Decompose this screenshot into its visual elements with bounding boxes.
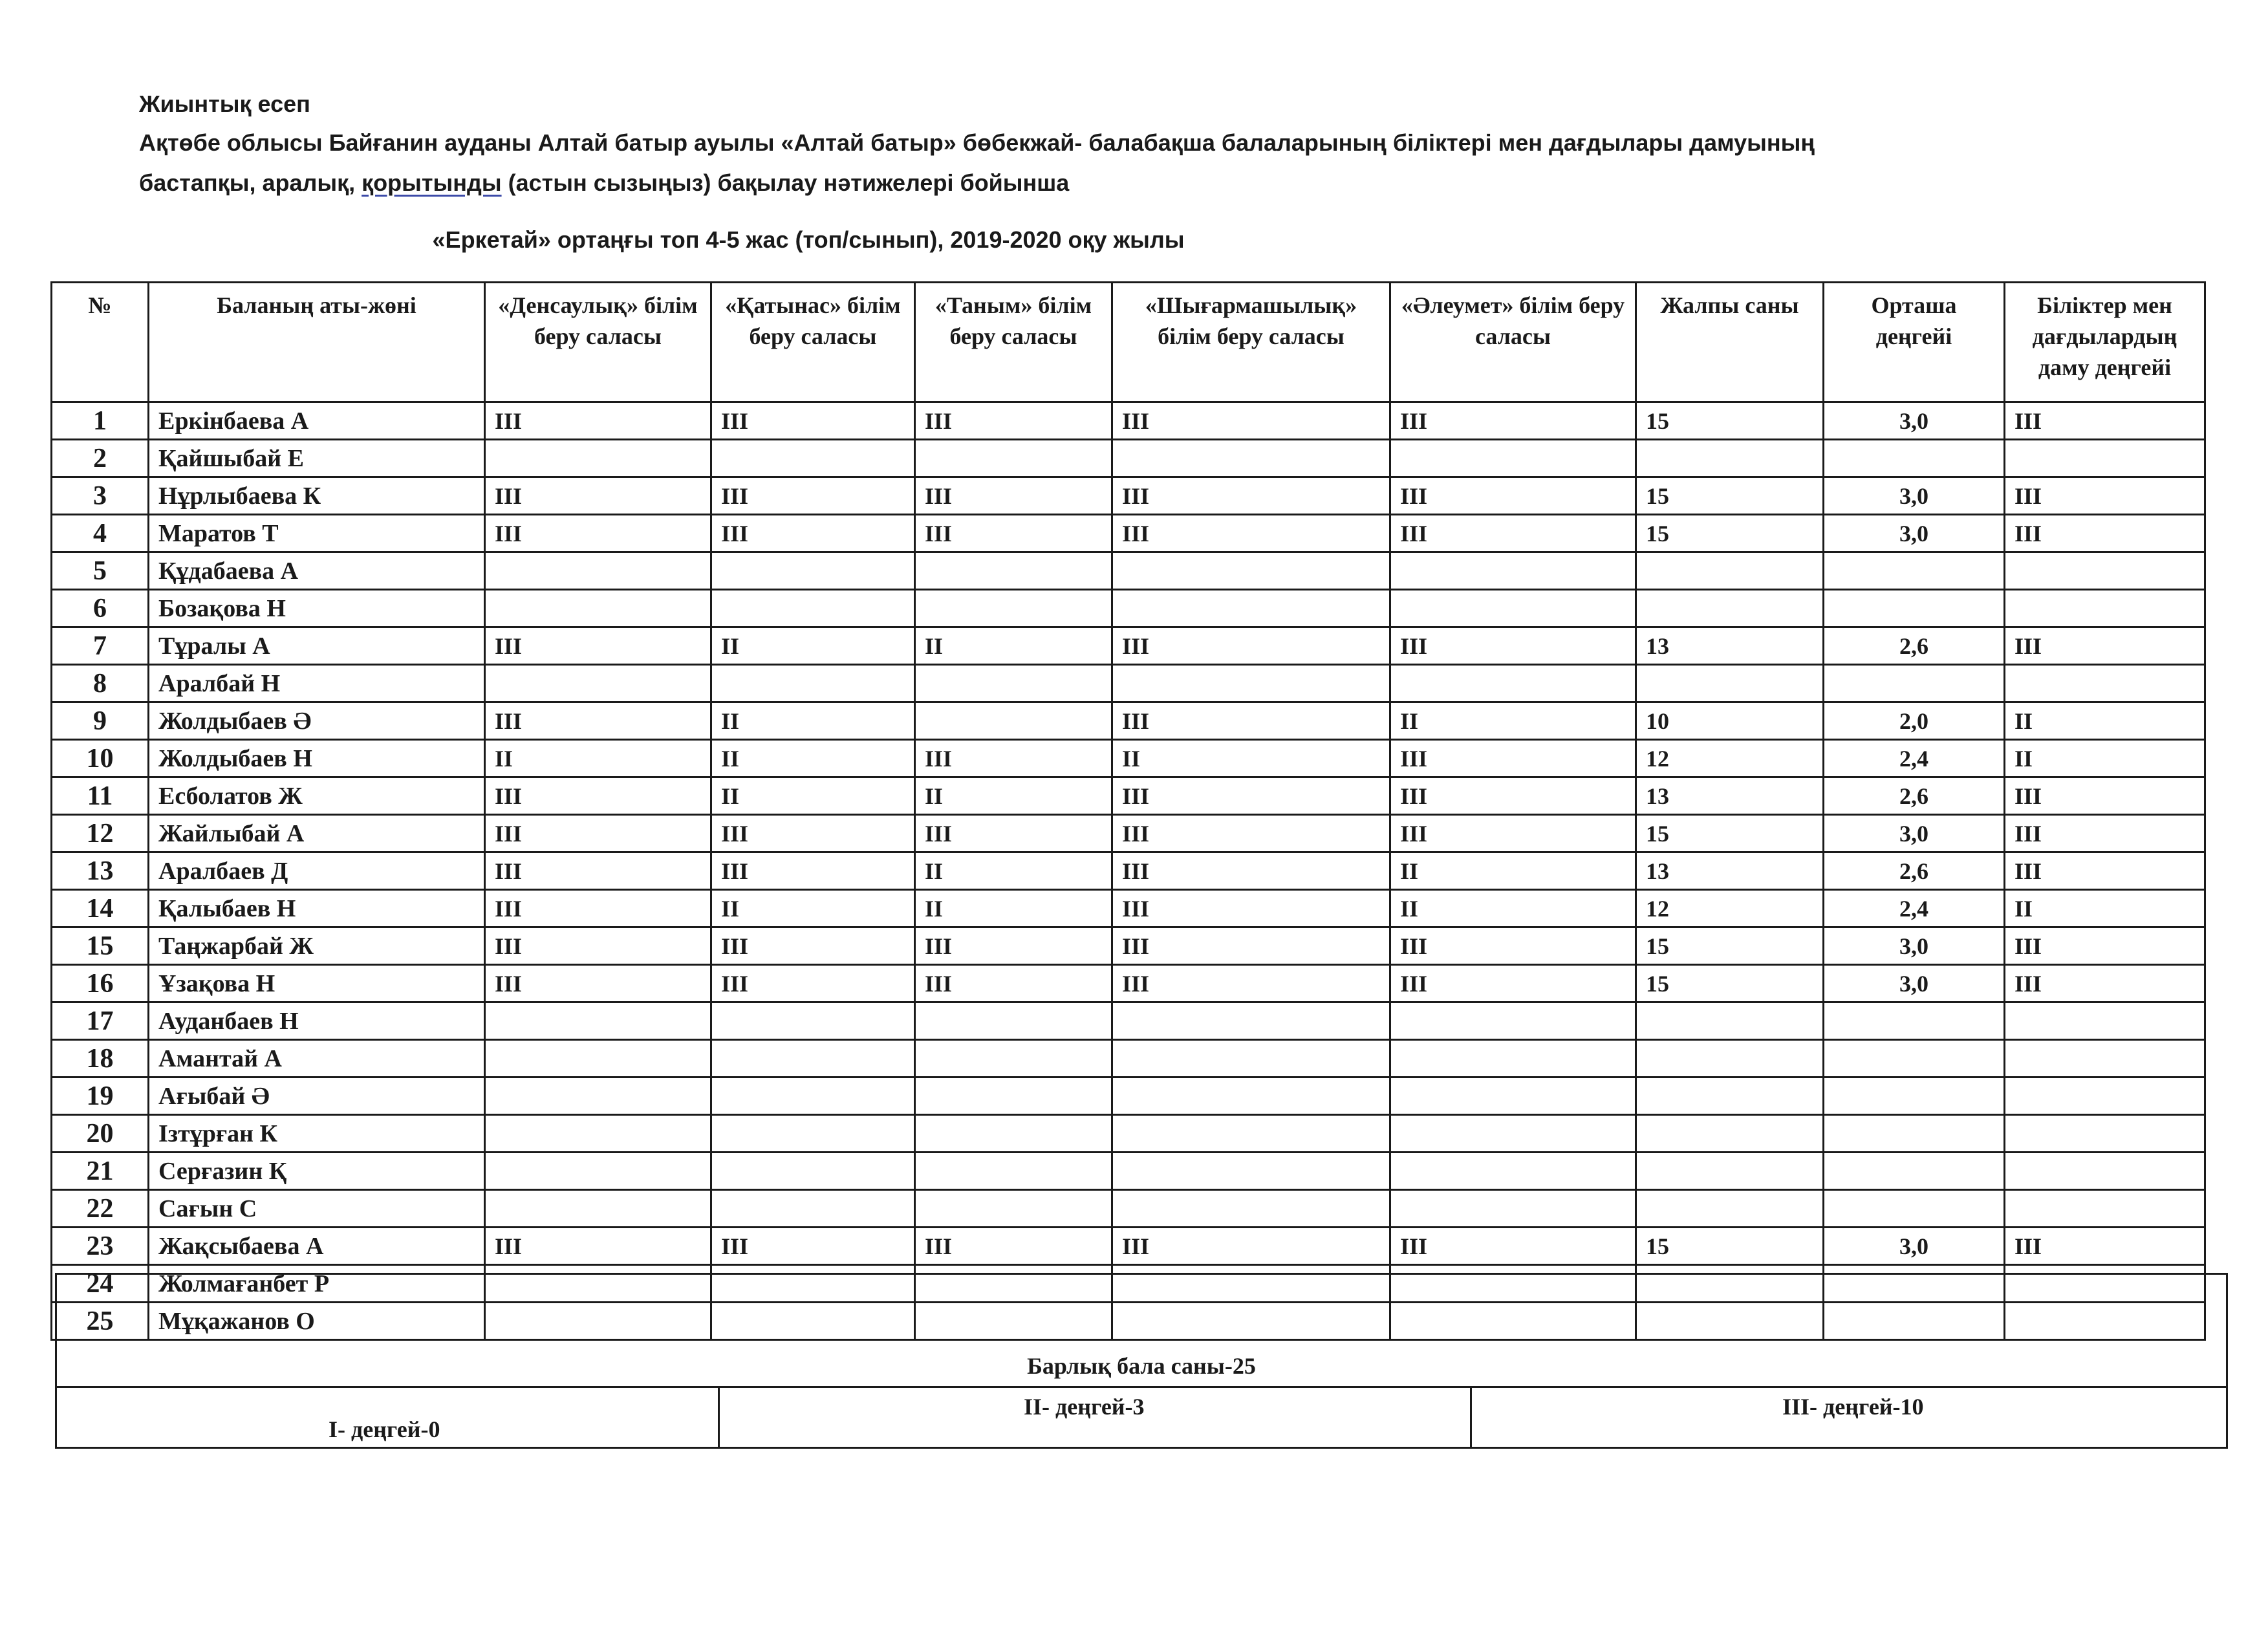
social-level-cell: ІІІ	[1390, 402, 1636, 440]
column-header: №	[52, 283, 149, 402]
development-level-cell	[2005, 552, 2205, 590]
communication-level-cell: ІІІ	[711, 852, 915, 890]
communication-level-cell: ІІ	[711, 740, 915, 777]
cognition-level-cell: ІІ	[915, 890, 1112, 927]
summary-box	[55, 1273, 2228, 1449]
social-level-cell	[1390, 1002, 1636, 1040]
creativity-level-cell	[1112, 1190, 1390, 1228]
creativity-level-cell: ІІІ	[1112, 402, 1390, 440]
average-level-cell: 3,0	[1824, 927, 2005, 965]
social-level-cell: ІІІ	[1390, 740, 1636, 777]
health-level-cell: ІІІ	[485, 890, 711, 927]
cognition-level-cell: ІІ	[915, 627, 1112, 665]
child-name-cell: Мұқажанов О	[149, 1303, 485, 1340]
selected-control-type: қорытынды	[362, 169, 502, 196]
child-name-cell: Жолмағанбет Р	[149, 1265, 485, 1303]
row-number-cell: 25	[52, 1303, 149, 1340]
communication-level-cell	[711, 440, 915, 477]
social-level-cell	[1390, 1153, 1636, 1190]
social-level-cell: ІІІ	[1390, 477, 1636, 515]
total-score-cell	[1636, 1153, 1824, 1190]
column-header: «Қатынас» білім беру саласы	[711, 283, 915, 402]
cognition-level-cell: ІІІ	[915, 740, 1112, 777]
cognition-level-cell	[915, 702, 1112, 740]
control-type-note: (астын сызыңыз) бақылау нәтижелері бойынша	[501, 169, 1070, 196]
creativity-level-cell	[1112, 440, 1390, 477]
level-1-count: І- деңгей-0	[329, 1416, 440, 1442]
health-level-cell	[485, 1190, 711, 1228]
row-number-cell: 11	[52, 777, 149, 815]
row-number-cell: 12	[52, 815, 149, 852]
child-name-cell: Ауданбаев Н	[149, 1002, 485, 1040]
column-header: «Денсаулық» білім беру саласы	[485, 283, 711, 402]
cognition-level-cell: ІІІ	[915, 402, 1112, 440]
child-name-cell: Жақсыбаева А	[149, 1228, 485, 1265]
health-level-cell: ІІІ	[485, 852, 711, 890]
child-name-cell: Есболатов Ж	[149, 777, 485, 815]
table-row	[52, 515, 2205, 552]
child-name-cell: Ағыбай Ә	[149, 1077, 485, 1115]
child-name-cell: Сағын С	[149, 1190, 485, 1228]
total-score-cell: 13	[1636, 627, 1824, 665]
development-level-cell: ІІІ	[2005, 1228, 2205, 1265]
creativity-level-cell	[1112, 1077, 1390, 1115]
development-level-cell: ІІІ	[2005, 477, 2205, 515]
average-level-cell	[1824, 590, 2005, 627]
child-name-cell: Серғазин Қ	[149, 1153, 485, 1190]
communication-level-cell: ІІІ	[711, 477, 915, 515]
creativity-level-cell: ІІІ	[1112, 852, 1390, 890]
column-header: Жалпы саны	[1636, 283, 1824, 402]
results-table	[50, 281, 2206, 1341]
health-level-cell	[485, 665, 711, 702]
health-level-cell	[485, 552, 711, 590]
health-level-cell: ІІІ	[485, 627, 711, 665]
row-number-cell: 10	[52, 740, 149, 777]
group-line: «Еркетай» ортаңғы топ 4-5 жас (топ/сынып), 2019-2020 оқу жылы	[432, 226, 1185, 253]
total-score-cell: 15	[1636, 515, 1824, 552]
report-heading-line-3	[139, 169, 1069, 197]
cognition-level-cell: ІІ	[915, 777, 1112, 815]
total-score-cell	[1636, 440, 1824, 477]
creativity-level-cell	[1112, 665, 1390, 702]
health-level-cell: ІІІ	[485, 1228, 711, 1265]
table-row	[52, 927, 2205, 965]
total-score-cell: 12	[1636, 890, 1824, 927]
child-name-cell: Таңжарбай Ж	[149, 927, 485, 965]
level-2-cell	[718, 1388, 1470, 1447]
social-level-cell: ІІІ	[1390, 627, 1636, 665]
column-header: Біліктер мен дағдылардың даму деңгейі	[2005, 283, 2205, 402]
cognition-level-cell	[915, 1153, 1112, 1190]
average-level-cell: 2,0	[1824, 702, 2005, 740]
total-score-cell	[1636, 1115, 1824, 1153]
communication-level-cell: ІІ	[711, 702, 915, 740]
table-row	[52, 402, 2205, 440]
row-number-cell: 16	[52, 965, 149, 1002]
row-number-cell: 13	[52, 852, 149, 890]
cognition-level-cell	[915, 1077, 1112, 1115]
social-level-cell	[1390, 1115, 1636, 1153]
cognition-level-cell	[915, 552, 1112, 590]
health-level-cell	[485, 1040, 711, 1077]
column-header: «Шығармашылық» білім беру саласы	[1112, 283, 1390, 402]
social-level-cell: ІІІ	[1390, 927, 1636, 965]
total-score-cell: 10	[1636, 702, 1824, 740]
creativity-level-cell	[1112, 1002, 1390, 1040]
creativity-level-cell: ІІІ	[1112, 1228, 1390, 1265]
social-level-cell	[1390, 1040, 1636, 1077]
social-level-cell: ІІІ	[1390, 777, 1636, 815]
development-level-cell: ІІ	[2005, 702, 2205, 740]
child-name-cell: Аралбай Н	[149, 665, 485, 702]
health-level-cell	[485, 1153, 711, 1190]
child-name-cell: Маратов Т	[149, 515, 485, 552]
control-type-text: бастапқы, аралық,	[139, 169, 362, 196]
row-number-cell: 20	[52, 1115, 149, 1153]
health-level-cell: ІІІ	[485, 927, 711, 965]
table-row	[52, 1190, 2205, 1228]
table-row	[52, 665, 2205, 702]
table-row	[52, 1115, 2205, 1153]
child-name-cell: Нұрлыбаева К	[149, 477, 485, 515]
average-level-cell: 3,0	[1824, 402, 2005, 440]
social-level-cell: ІІ	[1390, 890, 1636, 927]
communication-level-cell	[711, 1115, 915, 1153]
child-name-cell: Жолдыбаев Н	[149, 740, 485, 777]
row-number-cell: 8	[52, 665, 149, 702]
cognition-level-cell: ІІІ	[915, 965, 1112, 1002]
row-number-cell: 5	[52, 552, 149, 590]
total-score-cell: 15	[1636, 477, 1824, 515]
creativity-level-cell	[1112, 590, 1390, 627]
total-score-cell: 15	[1636, 815, 1824, 852]
social-level-cell: ІІ	[1390, 852, 1636, 890]
row-number-cell: 24	[52, 1265, 149, 1303]
child-name-cell: Қалыбаев Н	[149, 890, 485, 927]
average-level-cell	[1824, 1077, 2005, 1115]
row-number-cell: 21	[52, 1153, 149, 1190]
development-level-cell: ІІІ	[2005, 627, 2205, 665]
table-row	[52, 440, 2205, 477]
average-level-cell: 2,6	[1824, 777, 2005, 815]
average-level-cell	[1824, 1153, 2005, 1190]
table-row	[52, 477, 2205, 515]
health-level-cell: ІІІ	[485, 402, 711, 440]
child-name-cell: Аралбаев Д	[149, 852, 485, 890]
communication-level-cell: ІІІ	[711, 965, 915, 1002]
row-number-cell: 7	[52, 627, 149, 665]
total-score-cell	[1636, 590, 1824, 627]
total-score-cell: 15	[1636, 1228, 1824, 1265]
cognition-level-cell: ІІІ	[915, 477, 1112, 515]
creativity-level-cell: ІІІ	[1112, 627, 1390, 665]
development-level-cell: ІІІ	[2005, 402, 2205, 440]
health-level-cell	[485, 440, 711, 477]
child-name-cell: Жолдыбаев Ә	[149, 702, 485, 740]
creativity-level-cell: ІІ	[1112, 740, 1390, 777]
creativity-level-cell: ІІІ	[1112, 965, 1390, 1002]
table-row	[52, 852, 2205, 890]
social-level-cell	[1390, 1077, 1636, 1115]
communication-level-cell: ІІ	[711, 627, 915, 665]
level-3-count: ІІІ- деңгей-10	[1782, 1394, 1924, 1420]
row-number-cell: 19	[52, 1077, 149, 1115]
development-level-cell	[2005, 665, 2205, 702]
total-children: Барлық бала саны-25	[1027, 1353, 1256, 1379]
average-level-cell: 2,4	[1824, 890, 2005, 927]
communication-level-cell	[711, 1153, 915, 1190]
row-number-cell: 22	[52, 1190, 149, 1228]
health-level-cell: ІІ	[485, 740, 711, 777]
creativity-level-cell: ІІІ	[1112, 815, 1390, 852]
total-score-cell: 12	[1636, 740, 1824, 777]
total-score-cell	[1636, 552, 1824, 590]
row-number-cell: 23	[52, 1228, 149, 1265]
development-level-cell	[2005, 440, 2205, 477]
cognition-level-cell	[915, 1190, 1112, 1228]
communication-level-cell: ІІІ	[711, 402, 915, 440]
average-level-cell	[1824, 552, 2005, 590]
creativity-level-cell: ІІІ	[1112, 927, 1390, 965]
health-level-cell: ІІІ	[485, 477, 711, 515]
table-row	[52, 1077, 2205, 1115]
total-score-cell: 13	[1636, 852, 1824, 890]
social-level-cell	[1390, 590, 1636, 627]
development-level-cell	[2005, 1115, 2205, 1153]
average-level-cell: 2,4	[1824, 740, 2005, 777]
average-level-cell: 3,0	[1824, 477, 2005, 515]
health-level-cell: ІІІ	[485, 702, 711, 740]
health-level-cell	[485, 1115, 711, 1153]
table-body	[52, 402, 2205, 1340]
cognition-level-cell	[915, 440, 1112, 477]
table-row	[52, 1002, 2205, 1040]
row-number-cell: 2	[52, 440, 149, 477]
communication-level-cell: ІІІ	[711, 815, 915, 852]
level-3-cell	[1470, 1388, 2226, 1447]
health-level-cell	[485, 1077, 711, 1115]
health-level-cell	[485, 590, 711, 627]
development-level-cell: ІІІ	[2005, 927, 2205, 965]
development-level-cell	[2005, 1002, 2205, 1040]
row-number-cell: 4	[52, 515, 149, 552]
communication-level-cell	[711, 1190, 915, 1228]
communication-level-cell: ІІІ	[711, 1228, 915, 1265]
child-name-cell: Тұралы А	[149, 627, 485, 665]
average-level-cell	[1824, 1002, 2005, 1040]
row-number-cell: 17	[52, 1002, 149, 1040]
report-title: Жиынтық есеп	[139, 91, 310, 117]
creativity-level-cell	[1112, 1153, 1390, 1190]
cognition-level-cell	[915, 1002, 1112, 1040]
social-level-cell: ІІІ	[1390, 965, 1636, 1002]
average-level-cell: 3,0	[1824, 965, 2005, 1002]
child-name-cell: Жайлыбай А	[149, 815, 485, 852]
level-breakdown	[57, 1386, 2226, 1447]
development-level-cell: ІІІ	[2005, 852, 2205, 890]
cognition-level-cell: ІІІ	[915, 927, 1112, 965]
creativity-level-cell: ІІІ	[1112, 515, 1390, 552]
cognition-level-cell	[915, 1115, 1112, 1153]
row-number-cell: 9	[52, 702, 149, 740]
level-2-count: ІІ- деңгей-3	[1024, 1394, 1145, 1420]
average-level-cell: 2,6	[1824, 852, 2005, 890]
column-header: «Әлеумет» білім беру саласы	[1390, 283, 1636, 402]
total-score-cell: 15	[1636, 927, 1824, 965]
total-score-cell	[1636, 1077, 1824, 1115]
creativity-level-cell	[1112, 1040, 1390, 1077]
average-level-cell	[1824, 1040, 2005, 1077]
health-level-cell	[485, 1002, 711, 1040]
table-row	[52, 890, 2205, 927]
communication-level-cell	[711, 1040, 915, 1077]
development-level-cell	[2005, 1190, 2205, 1228]
average-level-cell: 3,0	[1824, 815, 2005, 852]
report-heading-line: Ақтөбе облысы Байғанин ауданы Алтай батыр ауылы «Алтай батыр» бөбекжай- балабақша балаларының біліктері мен дағдылары дамуының	[139, 129, 1815, 156]
total-score-cell	[1636, 665, 1824, 702]
table-row	[52, 740, 2205, 777]
creativity-level-cell	[1112, 552, 1390, 590]
creativity-level-cell: ІІІ	[1112, 890, 1390, 927]
table-header-row	[52, 283, 2205, 402]
table-row	[52, 1228, 2205, 1265]
table-row	[52, 815, 2205, 852]
health-level-cell: ІІІ	[485, 515, 711, 552]
development-level-cell	[2005, 1040, 2205, 1077]
column-header: «Таным» білім беру саласы	[915, 283, 1112, 402]
health-level-cell: ІІІ	[485, 965, 711, 1002]
communication-level-cell: ІІ	[711, 890, 915, 927]
cognition-level-cell	[915, 590, 1112, 627]
health-level-cell: ІІІ	[485, 815, 711, 852]
communication-level-cell: ІІІ	[711, 515, 915, 552]
table-row	[52, 777, 2205, 815]
development-level-cell	[2005, 1077, 2205, 1115]
creativity-level-cell: ІІІ	[1112, 702, 1390, 740]
average-level-cell	[1824, 1190, 2005, 1228]
level-1-cell	[57, 1388, 718, 1447]
child-name-cell: Ізтұрған К	[149, 1115, 485, 1153]
average-level-cell: 3,0	[1824, 515, 2005, 552]
row-number-cell: 1	[52, 402, 149, 440]
development-level-cell: ІІІ	[2005, 515, 2205, 552]
development-level-cell	[2005, 1153, 2205, 1190]
communication-level-cell	[711, 590, 915, 627]
table-row	[52, 552, 2205, 590]
child-name-cell: Амантай А	[149, 1040, 485, 1077]
development-level-cell	[2005, 590, 2205, 627]
child-name-cell: Еркінбаева А	[149, 402, 485, 440]
column-header: Баланың аты-жөні	[149, 283, 485, 402]
total-score-cell: 13	[1636, 777, 1824, 815]
communication-level-cell	[711, 552, 915, 590]
communication-level-cell: ІІІ	[711, 927, 915, 965]
row-number-cell: 14	[52, 890, 149, 927]
average-level-cell	[1824, 1115, 2005, 1153]
cognition-level-cell: ІІ	[915, 852, 1112, 890]
average-level-cell	[1824, 665, 2005, 702]
total-score-cell	[1636, 1002, 1824, 1040]
social-level-cell: ІІІ	[1390, 815, 1636, 852]
table-row	[52, 702, 2205, 740]
development-level-cell: ІІ	[2005, 890, 2205, 927]
social-level-cell	[1390, 440, 1636, 477]
social-level-cell	[1390, 552, 1636, 590]
table-row	[52, 590, 2205, 627]
communication-level-cell: ІІ	[711, 777, 915, 815]
total-score-cell: 15	[1636, 965, 1824, 1002]
creativity-level-cell: ІІІ	[1112, 477, 1390, 515]
development-level-cell: ІІІ	[2005, 777, 2205, 815]
social-level-cell	[1390, 665, 1636, 702]
communication-level-cell	[711, 1002, 915, 1040]
creativity-level-cell: ІІІ	[1112, 777, 1390, 815]
child-name-cell: Құдабаева А	[149, 552, 485, 590]
social-level-cell	[1390, 1190, 1636, 1228]
column-header: Орташа деңгейі	[1824, 283, 2005, 402]
development-level-cell: ІІІ	[2005, 965, 2205, 1002]
social-level-cell: ІІ	[1390, 702, 1636, 740]
total-score-cell	[1636, 1190, 1824, 1228]
average-level-cell: 3,0	[1824, 1228, 2005, 1265]
social-level-cell: ІІІ	[1390, 1228, 1636, 1265]
development-level-cell: ІІІ	[2005, 815, 2205, 852]
row-number-cell: 3	[52, 477, 149, 515]
child-name-cell: Ұзақова Н	[149, 965, 485, 1002]
communication-level-cell	[711, 665, 915, 702]
average-level-cell: 2,6	[1824, 627, 2005, 665]
health-level-cell: ІІІ	[485, 777, 711, 815]
cognition-level-cell: ІІІ	[915, 815, 1112, 852]
cognition-level-cell: ІІІ	[915, 1228, 1112, 1265]
table-row	[52, 1040, 2205, 1077]
table-row	[52, 627, 2205, 665]
social-level-cell: ІІІ	[1390, 515, 1636, 552]
cognition-level-cell	[915, 1040, 1112, 1077]
communication-level-cell	[711, 1077, 915, 1115]
row-number-cell: 18	[52, 1040, 149, 1077]
average-level-cell	[1824, 440, 2005, 477]
creativity-level-cell	[1112, 1115, 1390, 1153]
table-row	[52, 1153, 2205, 1190]
child-name-cell: Бозақова Н	[149, 590, 485, 627]
row-number-cell: 15	[52, 927, 149, 965]
table-row	[52, 965, 2205, 1002]
child-name-cell: Қайшыбай Е	[149, 440, 485, 477]
total-score-cell: 15	[1636, 402, 1824, 440]
cognition-level-cell: ІІІ	[915, 515, 1112, 552]
total-score-cell	[1636, 1040, 1824, 1077]
cognition-level-cell	[915, 665, 1112, 702]
development-level-cell: ІІ	[2005, 740, 2205, 777]
row-number-cell: 6	[52, 590, 149, 627]
